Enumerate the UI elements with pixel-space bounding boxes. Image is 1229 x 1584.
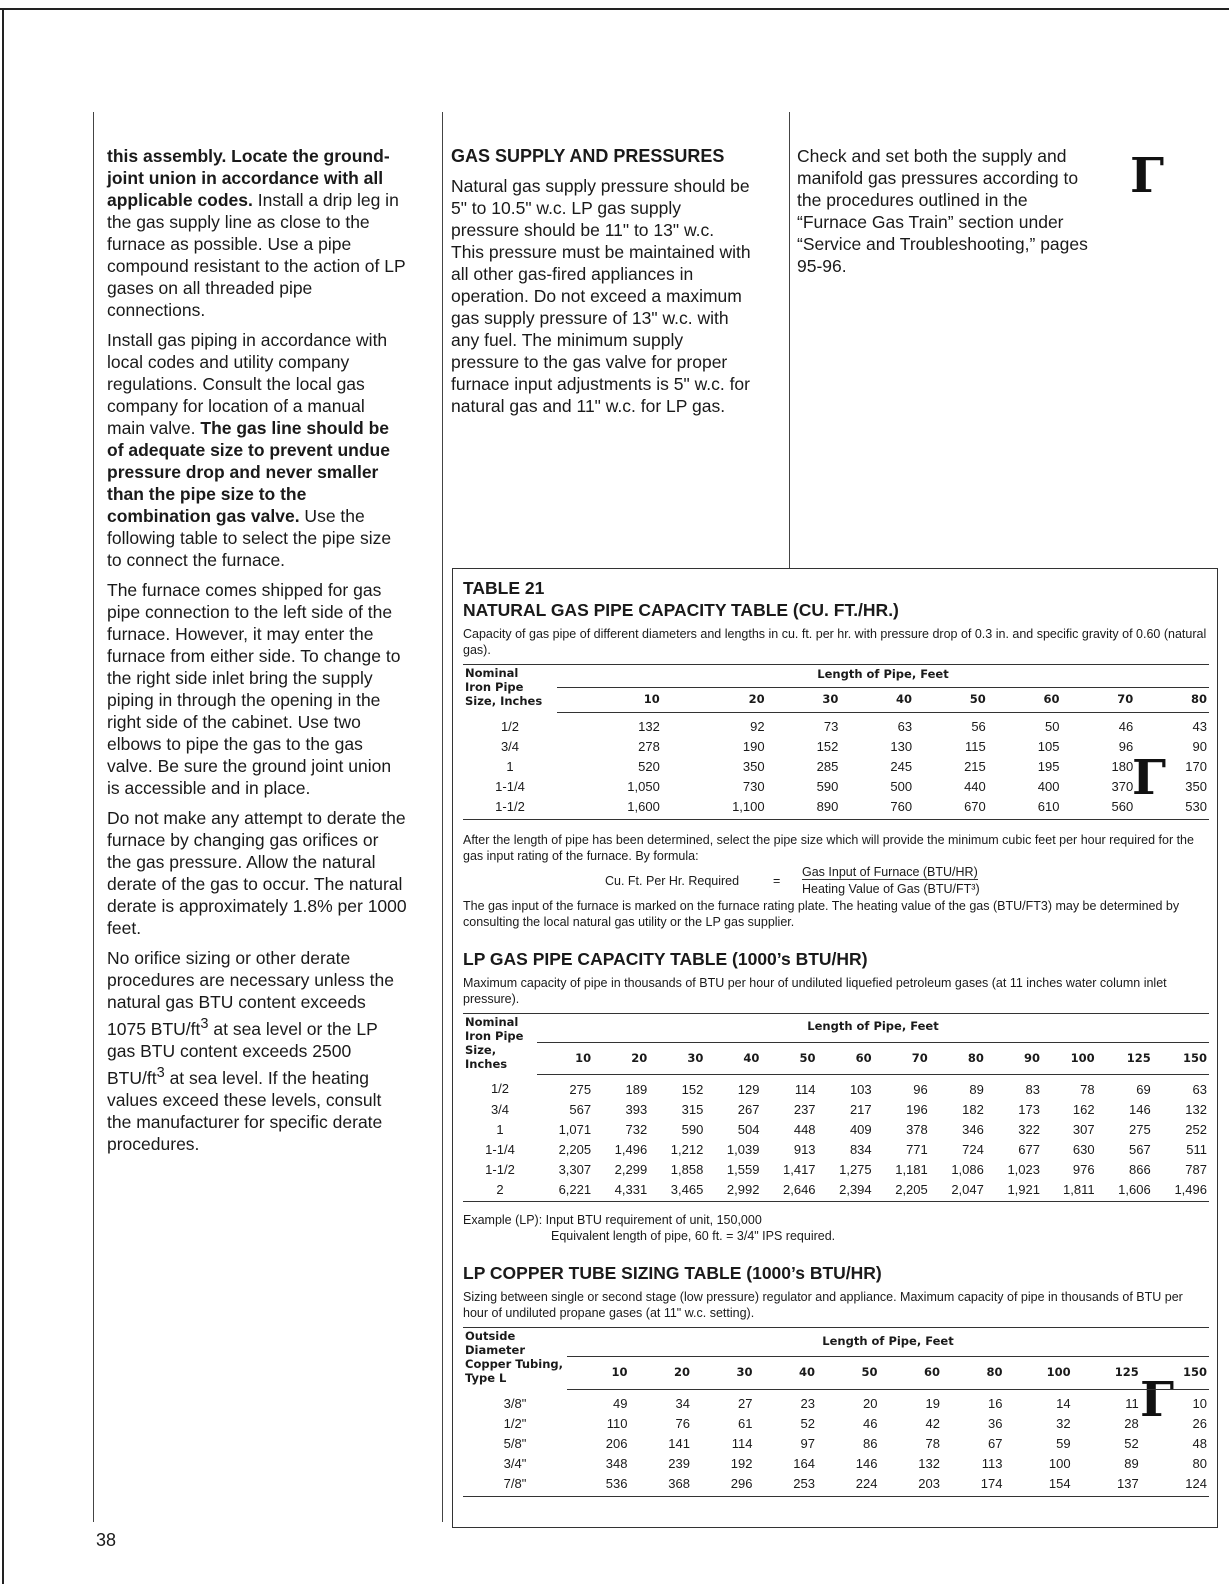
capacity-cell: 100 bbox=[1048, 1456, 1071, 1471]
lp-pipe-table-title: LP GAS PIPE CAPACITY TABLE (1000’s BTU/HR) bbox=[463, 948, 868, 969]
capacity-cell: 1,496 bbox=[614, 1141, 648, 1157]
capacity-cell: 224 bbox=[817, 1474, 880, 1497]
capacity-cell: 2,646 bbox=[761, 1179, 817, 1202]
length-header-cell: 10 bbox=[537, 1042, 593, 1074]
capacity-cell: 2,205 bbox=[558, 1141, 592, 1157]
capacity-cell: 346 bbox=[962, 1121, 984, 1137]
middle-column bbox=[451, 145, 751, 425]
formula-denominator: Heating Value of Gas (BTU/FT³) bbox=[802, 881, 980, 896]
capacity-cell: 28 bbox=[1124, 1416, 1139, 1431]
capacity-cell: 73 bbox=[823, 719, 839, 734]
capacity-cell: 96 bbox=[913, 1081, 928, 1097]
capacity-cell: 6,221 bbox=[537, 1179, 593, 1202]
capacity-cell: 2,047 bbox=[930, 1179, 986, 1202]
capacity-cell: 19 bbox=[925, 1396, 940, 1411]
left-paragraph-4: Do not make any attempt to derate the furnace by changing gas orifices or the gas pressure. Allow the natural derate of the gas to occur. The natural derate is approximately 1.8% per 1000 feet. bbox=[107, 808, 407, 938]
table-row bbox=[463, 737, 1209, 757]
lp-pipe-table bbox=[463, 1013, 1209, 1203]
pipe-size-cell: 1-1/4 bbox=[495, 779, 525, 794]
capacity-cell: 27 bbox=[738, 1396, 753, 1411]
capacity-cell: 1,600 bbox=[557, 797, 662, 820]
capacity-cell: 1,559 bbox=[726, 1161, 760, 1177]
tube-size-cell: 3/4" bbox=[503, 1456, 527, 1471]
gas-supply-body: Natural gas supply pressure should be 5" to 10.5" w.c. LP gas supply pressure should be 11" to 13" w.c. This pressure must be maintained with all other gas-fired appliances in operation. Do not exceed a maximum gas supply pressure of 13" w.c. with any fuel. The minimum supply pressure to the gas valve for proper furnace input adjustments is 5" w.c. for natural gas and 11" w.c. for LP gas. bbox=[451, 176, 751, 416]
natural-gas-length-header: Length of Pipe, Feet bbox=[557, 665, 1209, 688]
capacity-cell: 76 bbox=[675, 1416, 690, 1431]
capacity-cell: 48 bbox=[1192, 1436, 1207, 1451]
capacity-cell: 14 bbox=[1056, 1396, 1071, 1411]
capacity-cell: 86 bbox=[863, 1436, 878, 1451]
drip-leg-text: Install a drip leg in the gas supply line as close to the furnace as possible. Use a pipe compound resistant to the action of LP gases on all threaded pipe connections. bbox=[107, 190, 406, 320]
capacity-cell: 174 bbox=[942, 1474, 1005, 1497]
formula-left-side: Cu. Ft. Per Hr. Required bbox=[605, 873, 740, 888]
margin-mark-3: Γ bbox=[1140, 1372, 1175, 1428]
capacity-cell: 46 bbox=[1118, 719, 1134, 734]
capacity-cell: 69 bbox=[1136, 1081, 1151, 1097]
lp-copper-table-description: Sizing between single or second stage (low pressure) regulator and appliance. Maximum capacity of pipe in thousands of BTU per hour of undiluted propane gases (at 11" w.c. setting). bbox=[463, 1290, 1183, 1320]
capacity-cell: 2,205 bbox=[874, 1179, 930, 1202]
capacity-cell: 536 bbox=[567, 1474, 630, 1497]
capacity-cell: 52 bbox=[1124, 1436, 1139, 1451]
capacity-cell: 196 bbox=[906, 1101, 928, 1117]
capacity-cell: 146 bbox=[855, 1456, 878, 1471]
capacity-cell: 113 bbox=[981, 1456, 1003, 1471]
left-paragraph-2 bbox=[107, 329, 407, 571]
length-header-cell: 30 bbox=[692, 1357, 755, 1389]
capacity-cell: 16 bbox=[988, 1396, 1003, 1411]
capacity-cell: 80 bbox=[1192, 1456, 1207, 1471]
table-row bbox=[463, 1414, 1209, 1434]
capacity-cell: 4,331 bbox=[593, 1179, 649, 1202]
capacity-cell: 400 bbox=[1037, 779, 1060, 794]
lp-pipe-length-header: Length of Pipe, Feet bbox=[537, 1013, 1209, 1042]
tube-size-cell: 3/8" bbox=[503, 1395, 527, 1411]
gas-input-text: The gas input of the furnace is marked on the furnace rating plate. The heating value of the gas (BTU/FT3) may be determined by consulting the local natural gas utility or the LP gas supplier. bbox=[463, 898, 1180, 929]
capacity-cell: 164 bbox=[793, 1456, 815, 1471]
pipe-size-cell: 1 bbox=[506, 759, 514, 774]
length-header-cell: 70 bbox=[1062, 687, 1136, 712]
natural-gas-row-header bbox=[463, 665, 557, 713]
length-header-cell: 50 bbox=[914, 687, 988, 712]
capacity-cell: 440 bbox=[964, 779, 986, 794]
table-row bbox=[463, 1099, 1209, 1119]
use-table-text: Use the following table to select the pipe size to connect the furnace. bbox=[107, 506, 392, 570]
capacity-cell: 97 bbox=[800, 1436, 815, 1451]
capacity-cell: 560 bbox=[1062, 797, 1136, 820]
capacity-cell: 348 bbox=[605, 1456, 628, 1471]
length-header-cell: 30 bbox=[767, 687, 841, 712]
capacity-cell: 36 bbox=[988, 1416, 1003, 1431]
lp-example bbox=[463, 1212, 1209, 1244]
capacity-cell: 173 bbox=[1018, 1101, 1040, 1117]
capacity-cell: 1,417 bbox=[783, 1161, 816, 1177]
length-header-cell: 125 bbox=[1073, 1357, 1141, 1389]
capacity-cell: 49 bbox=[613, 1396, 628, 1411]
capacity-cell: 89 bbox=[969, 1081, 984, 1097]
capacity-cell: 834 bbox=[849, 1141, 872, 1157]
length-header-cell: 80 bbox=[1135, 687, 1209, 712]
check-pressures-body: Check and set both the supply and manifold gas pressures according to the procedures outlined in the “Furnace Gas Train” section under “Service and Troubleshooting,” pages 95-96. bbox=[797, 146, 1088, 276]
lp-example-line-1: Example (LP): Input BTU requirement of unit, 150,000 bbox=[463, 1213, 762, 1227]
capacity-cell: 278 bbox=[638, 739, 660, 754]
capacity-cell: 1,050 bbox=[627, 779, 660, 794]
capacity-cell: 253 bbox=[755, 1474, 818, 1497]
capacity-cell: 350 bbox=[742, 759, 765, 774]
row-header-line-2: Iron Pipe bbox=[465, 680, 524, 694]
capacity-cell: 195 bbox=[1037, 759, 1060, 774]
length-header-cell: 60 bbox=[988, 687, 1062, 712]
capacity-cell: 56 bbox=[971, 719, 986, 734]
capacity-cell: 393 bbox=[625, 1101, 648, 1117]
capacity-cell: 610 bbox=[988, 797, 1062, 820]
length-header-cell: 150 bbox=[1153, 1042, 1209, 1074]
row-header-line-2: Iron Pipe bbox=[465, 1028, 524, 1043]
left-paragraph-3: The furnace comes shipped for gas pipe connection to the left side of the furnace. However, it may enter the furnace from either side. To change to the right side inlet bring the supply piping in through the opening in the right side of the cabinet. Use two elbows to pipe the gas to the gas valve. Be sure the ground joint union is accessible and in place. bbox=[107, 580, 401, 798]
capacity-cell: 110 bbox=[606, 1416, 628, 1431]
column-rule-left bbox=[93, 112, 94, 1522]
length-header-cell: 50 bbox=[817, 1357, 880, 1389]
row-header-line-3: Size, Inches bbox=[465, 694, 543, 708]
capacity-cell: 78 bbox=[925, 1436, 940, 1451]
length-header-cell: 60 bbox=[880, 1357, 943, 1389]
capacity-cell: 245 bbox=[890, 759, 913, 774]
capacity-cell: 771 bbox=[906, 1141, 928, 1157]
table-row bbox=[463, 1075, 1209, 1100]
capacity-cell: 26 bbox=[1192, 1416, 1207, 1431]
capacity-cell: 59 bbox=[1056, 1436, 1071, 1451]
capacity-cell: 10 bbox=[1192, 1396, 1207, 1411]
capacity-cell: 63 bbox=[1192, 1081, 1207, 1097]
table-row bbox=[463, 1474, 1209, 1497]
tube-size-cell: 5/8" bbox=[503, 1436, 527, 1451]
capacity-cell: 61 bbox=[738, 1416, 753, 1431]
natural-gas-table bbox=[463, 664, 1209, 820]
capacity-cell: 34 bbox=[675, 1396, 690, 1411]
margin-mark-1: Γ bbox=[1130, 148, 1165, 204]
lp-example-line-2: Equivalent length of pipe, 60 ft. = 3/4" IPS required. bbox=[551, 1229, 836, 1243]
row-header-line-1: Nominal bbox=[465, 666, 519, 680]
capacity-cell: 103 bbox=[849, 1081, 872, 1097]
capacity-cell: 78 bbox=[1080, 1081, 1095, 1097]
column-rule-right bbox=[789, 112, 790, 568]
table-row bbox=[463, 1139, 1209, 1159]
capacity-cell: 114 bbox=[731, 1436, 753, 1451]
capacity-cell: 46 bbox=[863, 1416, 878, 1431]
capacity-cell: 500 bbox=[890, 779, 913, 794]
capacity-cell: 350 bbox=[1185, 779, 1207, 794]
table-row bbox=[463, 777, 1209, 797]
pipe-size-cell: 3/4 bbox=[500, 739, 520, 754]
capacity-cell: 511 bbox=[1186, 1141, 1207, 1157]
capacity-cell: 1,212 bbox=[670, 1141, 704, 1157]
pipe-size-cell: 1/2 bbox=[500, 718, 520, 734]
capacity-cell: 43 bbox=[1192, 719, 1207, 734]
capacity-cell: 670 bbox=[914, 797, 988, 820]
capacity-cell: 170 bbox=[1185, 759, 1207, 774]
lp-copper-length-header: Length of Pipe, Feet bbox=[567, 1328, 1209, 1357]
capacity-cell: 567 bbox=[569, 1101, 592, 1117]
lp-copper-row-header bbox=[463, 1328, 567, 1390]
length-header-cell: 100 bbox=[1042, 1042, 1097, 1074]
table-row bbox=[463, 1434, 1209, 1454]
page-number: 38 bbox=[96, 1530, 117, 1550]
length-header-cell: 80 bbox=[942, 1357, 1005, 1389]
capacity-cell: 90 bbox=[1192, 739, 1207, 754]
lp-pipe-row-header bbox=[463, 1013, 537, 1075]
capacity-cell: 307 bbox=[1072, 1121, 1095, 1137]
capacity-cell: 132 bbox=[1185, 1101, 1207, 1117]
gas-line-size-bold-text: The gas line should be of adequate size to prevent undue pressure drop and never smaller than the pipe size to the combination gas valve. bbox=[107, 418, 390, 526]
length-header-cell: 70 bbox=[874, 1042, 930, 1074]
length-header-cell: 80 bbox=[930, 1042, 986, 1074]
capacity-cell: 504 bbox=[737, 1121, 760, 1137]
capacity-cell: 146 bbox=[1129, 1101, 1151, 1117]
pipe-size-cell: 2 bbox=[463, 1179, 537, 1202]
capacity-cell: 2,299 bbox=[614, 1161, 648, 1177]
table-row bbox=[463, 1179, 1209, 1202]
pipe-size-cell: 1/2 bbox=[490, 1081, 510, 1097]
capacity-cell: 520 bbox=[638, 759, 660, 774]
capacity-cell: 42 bbox=[925, 1416, 940, 1431]
lp-pipe-table-description: Maximum capacity of pipe in thousands of BTU per hour of undiluted liquefied petroleum gases (at 11 inches water column inlet pressure). bbox=[463, 975, 1167, 1006]
column-rule-middle bbox=[442, 112, 443, 1522]
capacity-cell: 2,992 bbox=[705, 1179, 761, 1202]
left-paragraph-1 bbox=[107, 145, 407, 321]
capacity-cell: 152 bbox=[816, 739, 839, 754]
right-column bbox=[797, 145, 1097, 285]
table-21-number: TABLE 21 bbox=[463, 578, 545, 598]
capacity-cell: 96 bbox=[1118, 739, 1134, 754]
capacity-cell: 141 bbox=[668, 1436, 690, 1451]
table-row bbox=[463, 712, 1209, 737]
table-row bbox=[463, 757, 1209, 777]
capacity-cell: 11 bbox=[1125, 1396, 1139, 1411]
capacity-cell: 370 bbox=[1111, 779, 1134, 794]
length-header-cell: 10 bbox=[557, 687, 662, 712]
capacity-cell: 1,086 bbox=[951, 1161, 984, 1177]
superscript-2: 3 bbox=[156, 1064, 165, 1081]
pipe-size-cell: 3/4 bbox=[490, 1101, 510, 1117]
length-header-cell: 10 bbox=[567, 1357, 630, 1389]
capacity-cell: 206 bbox=[605, 1436, 628, 1451]
capacity-cell: 890 bbox=[767, 797, 841, 820]
capacity-cell: 52 bbox=[800, 1416, 815, 1431]
capacity-cell: 83 bbox=[1025, 1081, 1040, 1097]
margin-mark-2: Γ bbox=[1132, 750, 1167, 806]
piping-codes-text: Install gas piping in accordance with local codes and utility company regulations. Consult the local gas company for location of a manual main valve. bbox=[107, 330, 388, 438]
length-header-cell: 125 bbox=[1097, 1042, 1153, 1074]
length-header-cell: 90 bbox=[986, 1042, 1042, 1074]
length-header-cell: 40 bbox=[705, 1042, 761, 1074]
capacity-cell: 267 bbox=[737, 1101, 760, 1117]
capacity-cell: 114 bbox=[794, 1081, 816, 1097]
capacity-cell: 787 bbox=[1185, 1161, 1207, 1177]
tube-size-cell: 7/8" bbox=[463, 1474, 567, 1497]
superscript-1: 3 bbox=[200, 1016, 209, 1032]
capacity-cell: 129 bbox=[737, 1081, 760, 1097]
row-header-line-1: Outside Diameter bbox=[465, 1329, 525, 1357]
capacity-cell: 89 bbox=[1124, 1456, 1139, 1471]
capacity-cell: 448 bbox=[793, 1121, 816, 1137]
cfh-formula bbox=[463, 864, 1209, 898]
capacity-cell: 1,811 bbox=[1042, 1179, 1097, 1202]
capacity-cell: 976 bbox=[1072, 1161, 1095, 1177]
capacity-cell: 237 bbox=[793, 1101, 816, 1117]
capacity-cell: 182 bbox=[962, 1101, 984, 1117]
capacity-cell: 154 bbox=[1005, 1474, 1073, 1497]
capacity-cell: 20 bbox=[863, 1396, 878, 1411]
table-21-description: Capacity of gas pipe of different diameters and lengths in cu. ft. per hr. with pressure drop of 0.3 in. and specific gravity of 0.60 (natural gas). bbox=[463, 627, 1207, 657]
ground-joint-bold-text: this assembly. Locate the ground-joint union in accordance with all applicable codes. bbox=[107, 146, 390, 210]
capacity-cell: 296 bbox=[692, 1474, 755, 1497]
capacity-cell: 732 bbox=[625, 1121, 648, 1137]
capacity-cell: 217 bbox=[849, 1101, 872, 1117]
capacity-cell: 1,181 bbox=[895, 1161, 928, 1177]
length-header-cell: 20 bbox=[630, 1357, 693, 1389]
capacity-cell: 67 bbox=[988, 1436, 1003, 1451]
capacity-cell: 50 bbox=[1045, 719, 1060, 734]
table-row bbox=[463, 1389, 1209, 1414]
capacity-cell: 590 bbox=[681, 1121, 704, 1137]
capacity-cell: 189 bbox=[625, 1081, 648, 1097]
capacity-cell: 322 bbox=[1018, 1121, 1040, 1137]
capacity-cell: 203 bbox=[880, 1474, 943, 1497]
formula-numerator: Gas Input of Furnace (BTU/HR) bbox=[802, 864, 978, 879]
top-border bbox=[0, 8, 1229, 10]
capacity-cell: 275 bbox=[569, 1081, 592, 1097]
capacity-cell: 132 bbox=[638, 719, 660, 734]
length-header-cell: 60 bbox=[818, 1042, 874, 1074]
capacity-cell: 315 bbox=[681, 1101, 704, 1117]
capacity-cell: 1,100 bbox=[662, 797, 767, 820]
capacity-cell: 3,465 bbox=[649, 1179, 705, 1202]
capacity-cell: 1,921 bbox=[986, 1179, 1042, 1202]
capacity-cell: 866 bbox=[1129, 1161, 1151, 1177]
derate-text-a: No orifice sizing or other derate procedures are necessary unless the natural gas BTU content exceeds 1075 BTU/ft bbox=[107, 948, 394, 1039]
capacity-cell: 105 bbox=[1037, 739, 1060, 754]
pipe-size-cell: 1-1/2 bbox=[485, 1161, 515, 1177]
capacity-cell: 368 bbox=[630, 1474, 693, 1497]
lp-copper-table-title: LP COPPER TUBE SIZING TABLE (1000’s BTU/HR) bbox=[463, 1263, 882, 1283]
left-column bbox=[107, 145, 407, 1163]
capacity-cell: 132 bbox=[918, 1456, 940, 1471]
capacity-cell: 913 bbox=[793, 1141, 816, 1157]
left-border bbox=[2, 8, 4, 1584]
capacity-cell: 590 bbox=[816, 779, 839, 794]
capacity-cell: 63 bbox=[897, 719, 913, 734]
capacity-cell: 3,307 bbox=[558, 1161, 592, 1177]
lp-copper-table bbox=[463, 1327, 1209, 1497]
table-row bbox=[463, 797, 1209, 820]
capacity-cell: 760 bbox=[840, 797, 914, 820]
capacity-cell: 32 bbox=[1056, 1416, 1071, 1431]
capacity-cell: 630 bbox=[1072, 1141, 1095, 1157]
row-header-line-3: Size, Inches bbox=[465, 1042, 508, 1071]
capacity-cell: 1,039 bbox=[726, 1141, 760, 1157]
formula-equals: = bbox=[773, 873, 781, 888]
capacity-cell: 124 bbox=[1141, 1474, 1209, 1497]
table-21-title: NATURAL GAS PIPE CAPACITY TABLE (CU. FT./HR.) bbox=[463, 600, 899, 620]
after-length-text: After the length of pipe has been determined, select the pipe size which will provide the minimum cubic feet per hour required for the gas input rating of the furnace. By formula: bbox=[463, 832, 1194, 863]
length-header-cell: 50 bbox=[761, 1042, 817, 1074]
capacity-cell: 409 bbox=[849, 1121, 872, 1137]
length-header-cell: 40 bbox=[840, 687, 914, 712]
tables-box-content bbox=[463, 577, 1209, 1497]
derate-text-c: at sea level. If the heating values exceed these levels, consult the manufacturer for specific derate procedures. bbox=[107, 1067, 383, 1154]
length-header-cell: 40 bbox=[755, 1357, 818, 1389]
left-paragraph-5 bbox=[107, 947, 407, 1155]
capacity-cell: 152 bbox=[681, 1081, 704, 1097]
capacity-cell: 1,858 bbox=[670, 1161, 704, 1177]
capacity-cell: 115 bbox=[965, 739, 986, 754]
capacity-cell: 285 bbox=[816, 759, 839, 774]
capacity-cell: 567 bbox=[1129, 1141, 1151, 1157]
capacity-cell: 724 bbox=[962, 1141, 984, 1157]
row-header-line-3: Type L bbox=[465, 1371, 507, 1385]
capacity-cell: 2,394 bbox=[818, 1179, 874, 1202]
pipe-size-cell: 1-1/4 bbox=[485, 1141, 515, 1157]
capacity-cell: 1,023 bbox=[1007, 1161, 1040, 1177]
pipe-size-cell: 1-1/2 bbox=[463, 797, 557, 820]
length-header-cell: 100 bbox=[1005, 1357, 1073, 1389]
capacity-cell: 1,606 bbox=[1097, 1179, 1153, 1202]
capacity-cell: 730 bbox=[742, 779, 765, 794]
capacity-cell: 252 bbox=[1185, 1121, 1207, 1137]
row-header-line-1: Nominal bbox=[465, 1014, 519, 1029]
capacity-cell: 180 bbox=[1111, 759, 1134, 774]
capacity-cell: 1,496 bbox=[1153, 1179, 1209, 1202]
capacity-cell: 130 bbox=[890, 739, 913, 754]
length-header-cell: 30 bbox=[649, 1042, 705, 1074]
capacity-cell: 92 bbox=[750, 719, 765, 734]
tube-size-cell: 1/2" bbox=[503, 1416, 527, 1431]
table-row bbox=[463, 1454, 1209, 1474]
capacity-cell: 215 bbox=[964, 759, 986, 774]
capacity-cell: 192 bbox=[730, 1456, 753, 1471]
pipe-size-cell: 1 bbox=[496, 1121, 504, 1137]
capacity-cell: 677 bbox=[1018, 1141, 1040, 1157]
capacity-cell: 190 bbox=[742, 739, 765, 754]
table-row bbox=[463, 1159, 1209, 1179]
gas-supply-heading: GAS SUPPLY AND PRESSURES bbox=[451, 146, 725, 166]
length-header-cell: 20 bbox=[593, 1042, 649, 1074]
length-header-cell: 20 bbox=[662, 687, 767, 712]
capacity-cell: 137 bbox=[1073, 1474, 1141, 1497]
capacity-cell: 1,275 bbox=[839, 1161, 872, 1177]
derate-text-b: at sea level or the LP gas BTU content exceeds 2500 BTU/ft bbox=[107, 1018, 378, 1088]
capacity-cell: 162 bbox=[1072, 1101, 1095, 1117]
tables-box bbox=[452, 568, 1218, 1528]
capacity-cell: 23 bbox=[800, 1396, 815, 1411]
capacity-cell: 275 bbox=[1129, 1121, 1151, 1137]
capacity-cell: 1,071 bbox=[558, 1121, 592, 1137]
capacity-cell: 378 bbox=[906, 1121, 928, 1137]
row-header-line-2: Copper Tubing, bbox=[465, 1357, 564, 1371]
capacity-cell: 239 bbox=[668, 1456, 690, 1471]
table-row bbox=[463, 1119, 1209, 1139]
length-header-cell: 150 bbox=[1141, 1357, 1209, 1389]
capacity-cell: 530 bbox=[1135, 797, 1209, 820]
